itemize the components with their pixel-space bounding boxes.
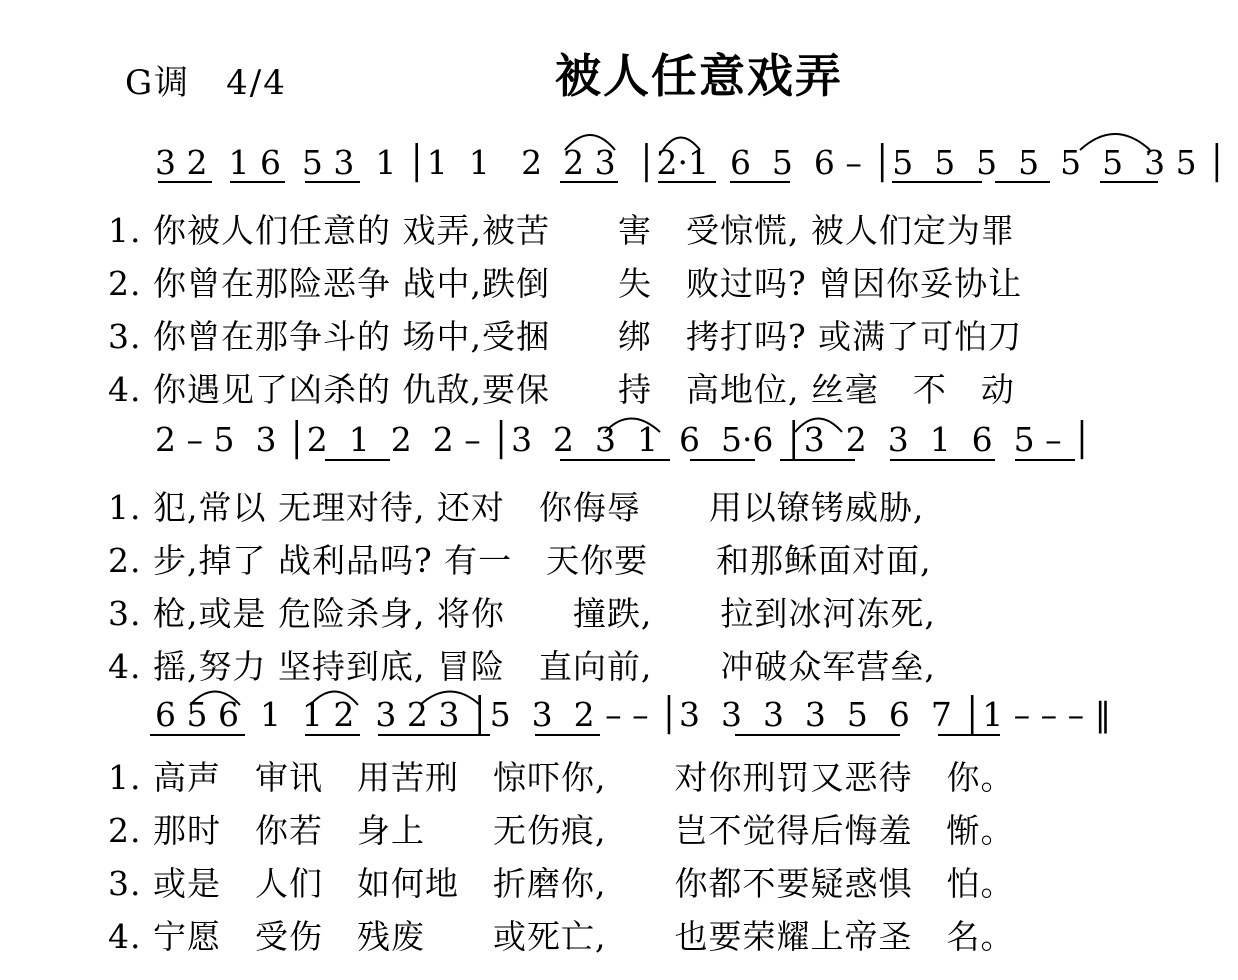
notation-line-2: 2 – 5 3 │2 1 2 2 – │3 2 3 1 6 5·6 │3 2 3 1 6 5 – │ — [155, 420, 1093, 459]
lyric-line-1-1: 1. 你被人们任意的 戏弄,被苦 害 受惊慌, 被人们定为罪 — [108, 211, 1015, 250]
lyric-line-2-1: 1. 犯,常以 无理对待, 还对 你侮辱 用以镣铐威胁, — [108, 488, 925, 527]
key-signature: G调 4/4 — [125, 63, 287, 103]
lyric-line-1-4: 4. 你遇见了凶杀的 仇敌,要保 持 高地位, 丝毫 不 动 — [108, 370, 1015, 409]
lyric-line-3-3: 3. 或是 人们 如何地 折磨你, 你都不要疑惑惧 怕。 — [108, 864, 1015, 903]
slur — [663, 138, 700, 151]
notation-line-1: 3 2 1 6 5 3 1 │1 1 2 2 3 │2·1 6 5 6 – │5 5 5 5 5 5 3 5 │ — [155, 143, 1227, 182]
slur — [605, 419, 660, 433]
song-title: 被人任意戏弄 — [555, 49, 843, 103]
slur — [795, 419, 842, 433]
slur — [565, 135, 615, 150]
lyric-line-2-3: 3. 枪,或是 危险杀身, 将你 撞跌, 拉到冰河冻死, — [108, 594, 936, 633]
lyric-line-3-2: 2. 那时 你若 身上 无伤痕, 岂不觉得后悔羞 惭。 — [108, 811, 1015, 850]
slur — [420, 692, 480, 706]
slur — [310, 692, 358, 706]
slur — [1080, 134, 1150, 150]
lyric-line-2-4: 4. 摇,努力 坚持到底, 冒险 直向前, 冲破众军营垒, — [108, 647, 936, 686]
lyric-line-1-3: 3. 你曾在那争斗的 场中,受捆 绑 拷打吗? 或满了可怕刀 — [108, 317, 1023, 356]
lyric-line-3-4: 4. 宁愿 受伤 残废 或死亡, 也要荣耀上帝圣 名。 — [108, 917, 1015, 956]
lyric-line-3-1: 1. 高声 审讯 用苦刑 惊吓你, 对你刑罚又恶待 你。 — [108, 758, 1015, 797]
lyric-line-2-2: 2. 步,掉了 战利品吗? 有一 天你要 和那稣面对面, — [108, 541, 932, 580]
slur — [190, 692, 240, 706]
lyric-line-1-2: 2. 你曾在那险恶争 战中,跌倒 失 败过吗? 曾因你妥协让 — [108, 264, 1023, 303]
notation-line-3: 6 5 6 1 1 2 3 2 3 │5 3 2 – – │3 3 3 3 5 6 7 │1 – – – ‖ — [155, 695, 1112, 734]
